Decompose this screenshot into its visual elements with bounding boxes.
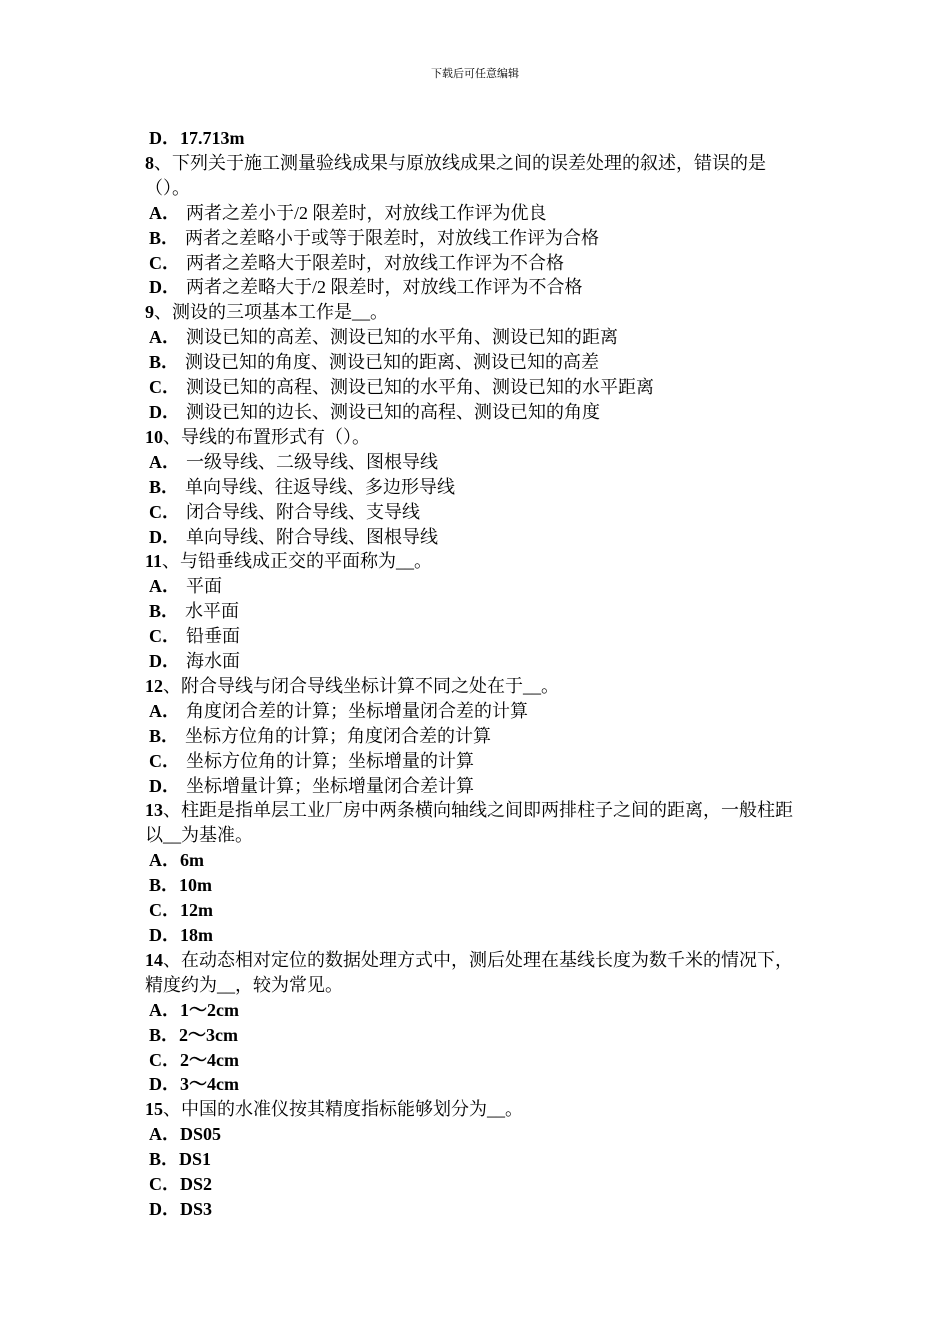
question-body: 、在动态相对定位的数据处理方式中，测后处理在基线长度为数千米的情况下，精度约为__，较为常见。 — [145, 949, 793, 995]
option-letter: C． — [149, 750, 180, 771]
option-text: 单向导线、附合导线、图根导线 — [186, 526, 438, 547]
option-letter: C． — [149, 900, 180, 921]
answer-option — [145, 624, 810, 649]
option-text: 两者之差略大于限差时，对放线工作评为不合格 — [186, 252, 564, 273]
option-letter: C． — [149, 252, 180, 273]
answer-option — [145, 475, 810, 500]
answer-option — [145, 1172, 810, 1197]
option-text: DS3 — [180, 1198, 213, 1219]
answer-option — [145, 649, 810, 674]
option-letter: C． — [149, 1174, 180, 1195]
question-text — [145, 549, 810, 574]
option-letter: D． — [149, 651, 180, 672]
option-text: 闭合导线、附合导线、支导线 — [186, 501, 420, 522]
question-number: 9 — [145, 302, 154, 323]
option-text: 2～3cm — [179, 1024, 238, 1045]
question-number: 8 — [145, 152, 154, 173]
option-letter: A． — [149, 451, 180, 472]
option-letter: D． — [149, 1074, 180, 1095]
option-text: 两者之差小于/2 限差时，对放线工作评为优良 — [186, 202, 547, 223]
option-letter: C． — [149, 501, 180, 522]
answer-option — [145, 201, 810, 226]
option-letter: D． — [149, 1198, 180, 1219]
answer-option — [145, 923, 810, 948]
option-letter: B． — [149, 1024, 180, 1045]
answer-option — [145, 251, 810, 276]
question-number: 11 — [145, 551, 163, 572]
question-number: 12 — [145, 675, 163, 696]
question-number: 14 — [145, 949, 163, 970]
option-text: 12m — [180, 900, 213, 921]
question-body: 、与铅垂线成正交的平面称为__。 — [162, 551, 433, 572]
option-letter: D． — [149, 401, 180, 422]
question-body: 、附合导线与闭合导线坐标计算不同之处在于__。 — [163, 675, 559, 696]
option-text: 海水面 — [186, 651, 240, 672]
option-letter: A． — [149, 1124, 180, 1145]
question-text — [145, 948, 810, 998]
answer-option — [145, 350, 810, 375]
answer-option — [145, 848, 810, 873]
question-text — [145, 425, 810, 450]
question-number: 13 — [145, 800, 163, 821]
option-letter: A． — [149, 327, 180, 348]
answer-option — [145, 275, 810, 300]
answer-option — [145, 1197, 810, 1222]
option-text: 单向导线、往返导线、多边形导线 — [185, 476, 456, 497]
answer-option — [145, 898, 810, 923]
answer-option — [145, 1147, 810, 1172]
option-text: 坐标方位角的计算；坐标增量的计算 — [186, 750, 474, 771]
option-letter: D． — [149, 775, 180, 796]
option-text: 1～2cm — [180, 999, 239, 1020]
option-text: 两者之差略大于/2 限差时，对放线工作评为不合格 — [186, 277, 583, 298]
answer-option — [145, 699, 810, 724]
question-number: 15 — [145, 1099, 163, 1120]
option-letter: A． — [149, 700, 180, 721]
answer-option — [145, 1072, 810, 1097]
option-letter: B． — [149, 352, 180, 373]
answer-option — [145, 774, 810, 799]
answer-option — [145, 1023, 810, 1048]
option-text: 2～4cm — [180, 1049, 239, 1070]
option-letter: D． — [149, 925, 180, 945]
option-letter: B． — [149, 227, 180, 248]
option-text: DS05 — [180, 1124, 222, 1145]
answer-option — [145, 998, 810, 1023]
option-letter: A． — [149, 202, 180, 223]
option-text: 18m — [180, 925, 213, 945]
option-letter: A． — [149, 576, 180, 597]
option-letter: B． — [149, 1149, 180, 1170]
option-letter: B． — [149, 476, 180, 497]
question-body: 、中国的水准仪按其精度指标能够划分为__。 — [163, 1099, 523, 1120]
answer-option — [145, 450, 810, 475]
option-text: 铅垂面 — [186, 626, 240, 647]
question-body: 、测设的三项基本工作是__。 — [154, 302, 388, 323]
option-text: DS2 — [180, 1174, 213, 1195]
question-text — [145, 674, 810, 699]
option-letter: C． — [149, 377, 180, 398]
question-text — [145, 300, 810, 325]
option-letter: B． — [149, 725, 180, 746]
answer-option — [145, 126, 810, 151]
option-text: 坐标增量计算；坐标增量闭合差计算 — [186, 775, 474, 796]
answer-option — [145, 226, 810, 251]
question-body: 、下列关于施工测量验线成果与原放线成果之间的误差处理的叙述，错误的是（）。 — [145, 152, 766, 198]
option-text: 两者之差略小于或等于限差时，对放线工作评为合格 — [185, 227, 600, 248]
option-letter: A． — [149, 850, 180, 871]
option-letter: A． — [149, 999, 180, 1020]
option-text: 水平面 — [185, 601, 240, 622]
answer-option — [145, 325, 810, 350]
option-letter: D． — [149, 128, 180, 148]
option-text: 一级导线、二级导线、图根导线 — [186, 451, 438, 472]
option-text: 测设已知的角度、测设已知的距离、测设已知的高差 — [185, 352, 600, 373]
question-body: 、柱距是指单层工业厂房中两条横向轴线之间即两排柱子之间的距离，一般柱距以__为基准。 — [145, 800, 793, 846]
option-text: 3～4cm — [180, 1074, 239, 1095]
option-text: 6m — [180, 850, 204, 871]
answer-option — [145, 749, 810, 774]
answer-option — [145, 724, 810, 749]
option-text: 10m — [179, 875, 213, 896]
option-text: 测设已知的高程、测设已知的水平角、测设已知的水平距离 — [186, 377, 654, 398]
answer-option — [145, 525, 810, 550]
option-text: 平面 — [186, 576, 222, 597]
option-letter: B． — [149, 875, 180, 896]
option-letter: D． — [149, 277, 180, 298]
option-text: 角度闭合差的计算；坐标增量闭合差的计算 — [186, 700, 528, 721]
page-header: 下载后可任意编辑 — [431, 67, 519, 80]
document-body — [145, 126, 810, 1222]
option-text: 坐标方位角的计算；角度闭合差的计算 — [185, 725, 492, 746]
question-text — [145, 1097, 810, 1122]
option-text: 测设已知的高差、测设已知的水平角、测设已知的距离 — [186, 327, 618, 348]
answer-option — [145, 375, 810, 400]
answer-option — [145, 400, 810, 425]
option-text: 测设已知的边长、测设已知的高程、测设已知的角度 — [186, 401, 600, 422]
answer-option — [145, 574, 810, 599]
option-letter: D． — [149, 526, 180, 547]
option-text: 17.713m — [180, 128, 245, 148]
option-letter: C． — [149, 1049, 180, 1070]
option-letter: B． — [149, 601, 180, 622]
answer-option — [145, 873, 810, 898]
question-text — [145, 151, 810, 201]
question-text — [145, 798, 810, 848]
answer-option — [145, 1048, 810, 1073]
option-text: DS1 — [179, 1149, 212, 1170]
answer-option — [145, 599, 810, 624]
question-number: 10 — [145, 426, 163, 447]
question-body: 、导线的布置形式有（）。 — [163, 426, 370, 447]
answer-option — [145, 1122, 810, 1147]
answer-option — [145, 500, 810, 525]
option-letter: C． — [149, 626, 180, 647]
